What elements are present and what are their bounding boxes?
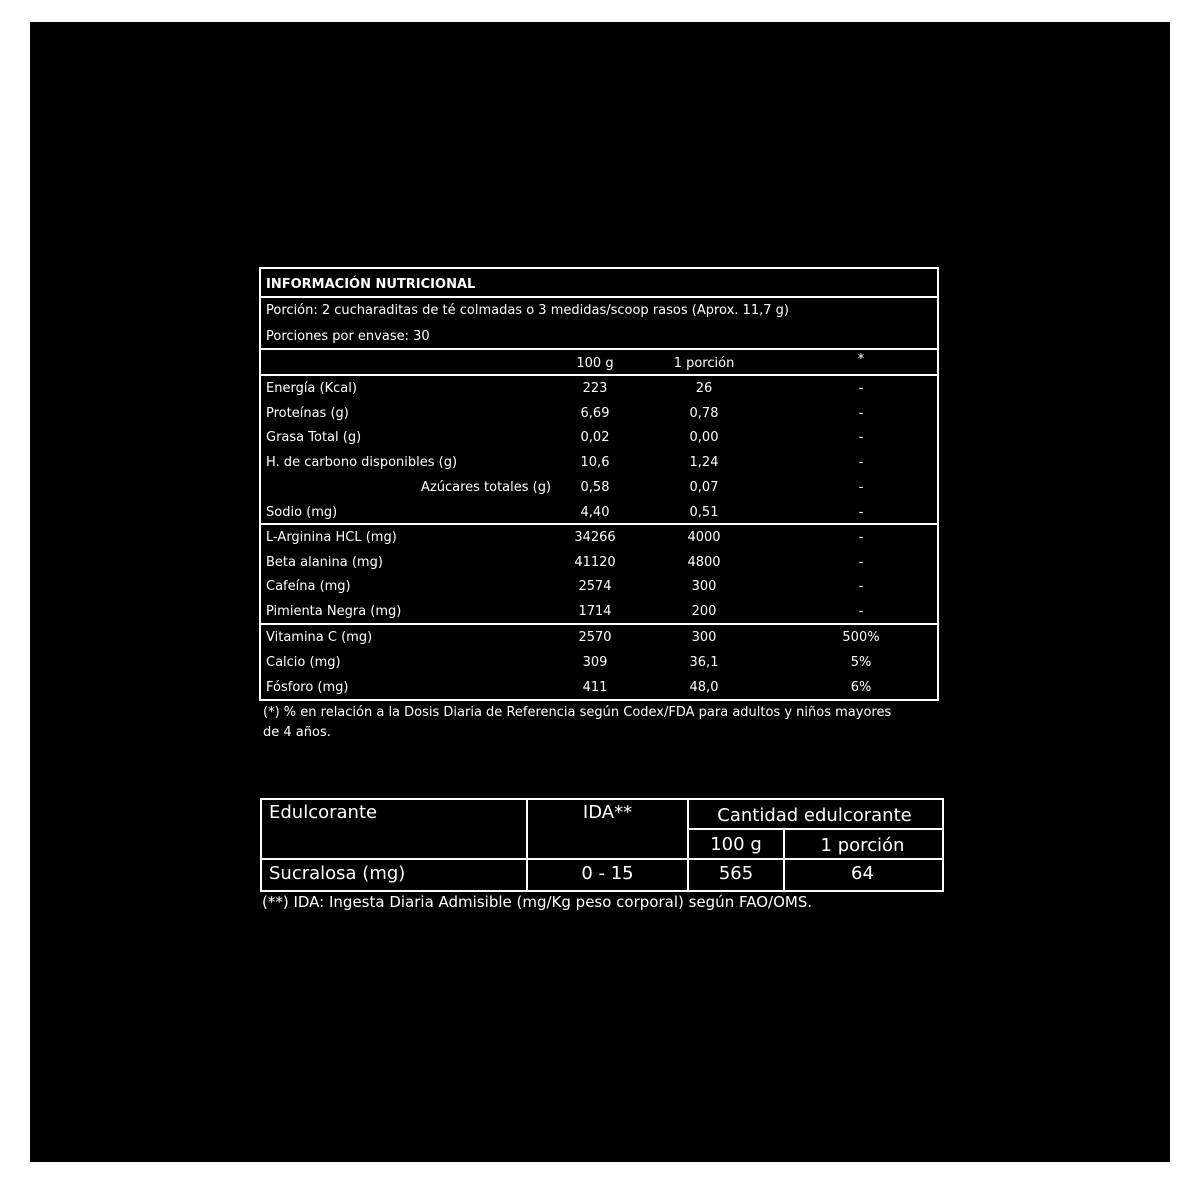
row-value-percent: - [858,480,864,495]
row-value-percent: 5% [850,655,872,670]
row-label: H. de carbono disponibles (g) [266,455,458,470]
header-portion: 1 porción [673,356,735,371]
row-value-percent: - [858,381,864,396]
row-ida: 0 - 15 [581,863,634,884]
nutrition-table [259,267,939,701]
header-percent: * [857,352,865,367]
row-value-100g: 309 [582,655,608,670]
row-label: Grasa Total (g) [266,430,362,445]
row-value-percent: - [858,505,864,520]
divider [261,348,937,350]
row-value-portion: 300 [691,630,717,645]
black-background [30,22,1170,1162]
row-label: Cafeína (mg) [266,579,351,594]
divider [261,623,937,625]
header-portion: 1 porción [820,835,905,856]
footnote-line: de 4 años. [263,725,331,740]
header-amount: Cantidad edulcorante [717,805,912,826]
row-value-percent: - [858,604,864,619]
row-label: Vitamina C (mg) [266,630,373,645]
row-value-100g: 223 [582,381,608,396]
row-value-portion: 0,07 [689,480,719,495]
sweetener-table [260,798,944,892]
row-value-portion: 4800 [687,555,721,570]
row-value-portion: 64 [851,863,874,884]
row-label: Fósforo (mg) [266,680,349,695]
row-value-percent: - [858,406,864,421]
row-value-percent: - [858,430,864,445]
row-label: Sucralosa (mg) [269,863,406,884]
row-value-100g: 41120 [574,555,616,570]
row-value-percent: 500% [842,630,880,645]
row-value-portion: 300 [691,579,717,594]
portion-text: Porción: 2 cucharaditas de té colmadas o 3 medidas/scoop rasos (Aprox. 11,7 g) [266,303,789,318]
nutrition-footnote [263,703,943,743]
footnote-line: (*) % en relación a la Dosis Diaria de Referencia según Codex/FDA para adultos y niños mayores [263,705,892,720]
divider [261,523,937,525]
row-value-percent: - [858,455,864,470]
row-value-100g: 411 [582,680,608,695]
row-value-portion: 200 [691,604,717,619]
row-value-100g: 34266 [574,530,616,545]
row-value-percent: 6% [850,680,872,695]
row-value-100g: 10,6 [580,455,610,470]
row-value-100g: 2570 [578,630,612,645]
row-value-portion: 36,1 [689,655,719,670]
row-label: L-Arginina HCL (mg) [266,530,397,545]
row-value-percent: - [858,530,864,545]
row-label: Sodio (mg) [266,505,338,520]
row-value-portion: 4000 [687,530,721,545]
row-value-portion: 48,0 [689,680,719,695]
nutrition-title: INFORMACIÓN NUTRICIONAL [266,277,476,292]
row-value-percent: - [858,555,864,570]
row-value-portion: 0,51 [689,505,719,520]
row-value-100g: 4,40 [580,505,610,520]
servings-text: Porciones por envase: 30 [266,329,430,344]
row-value-portion: 1,24 [689,455,719,470]
row-value-100g: 2574 [578,579,612,594]
row-value-portion: 0,78 [689,406,719,421]
header-sweetener: Edulcorante [269,802,378,823]
row-value-100g: 6,69 [580,406,610,421]
row-label: Pimienta Negra (mg) [266,604,402,619]
header-100g: 100 g [576,356,614,371]
divider [687,828,942,830]
row-value-100g: 0,58 [580,480,610,495]
divider [262,858,942,860]
row-label: Calcio (mg) [266,655,341,670]
row-value-percent: - [858,579,864,594]
header-ida: IDA** [582,802,633,823]
sweetener-footnote: (**) IDA: Ingesta Diaria Admisible (mg/Kg peso corporal) según FAO/OMS. [262,893,813,911]
row-label: Beta alanina (mg) [266,555,383,570]
row-value-100g: 565 [718,863,754,884]
header-100g: 100 g [710,834,762,855]
row-label: Proteínas (g) [266,406,349,421]
row-label-indented: Azúcares totales (g) [421,480,552,495]
row-value-portion: 0,00 [689,430,719,445]
divider [261,374,937,376]
row-value-100g: 1714 [578,604,612,619]
divider [261,296,937,298]
row-value-100g: 0,02 [580,430,610,445]
row-label: Energía (Kcal) [266,381,357,396]
row-value-portion: 26 [695,381,713,396]
